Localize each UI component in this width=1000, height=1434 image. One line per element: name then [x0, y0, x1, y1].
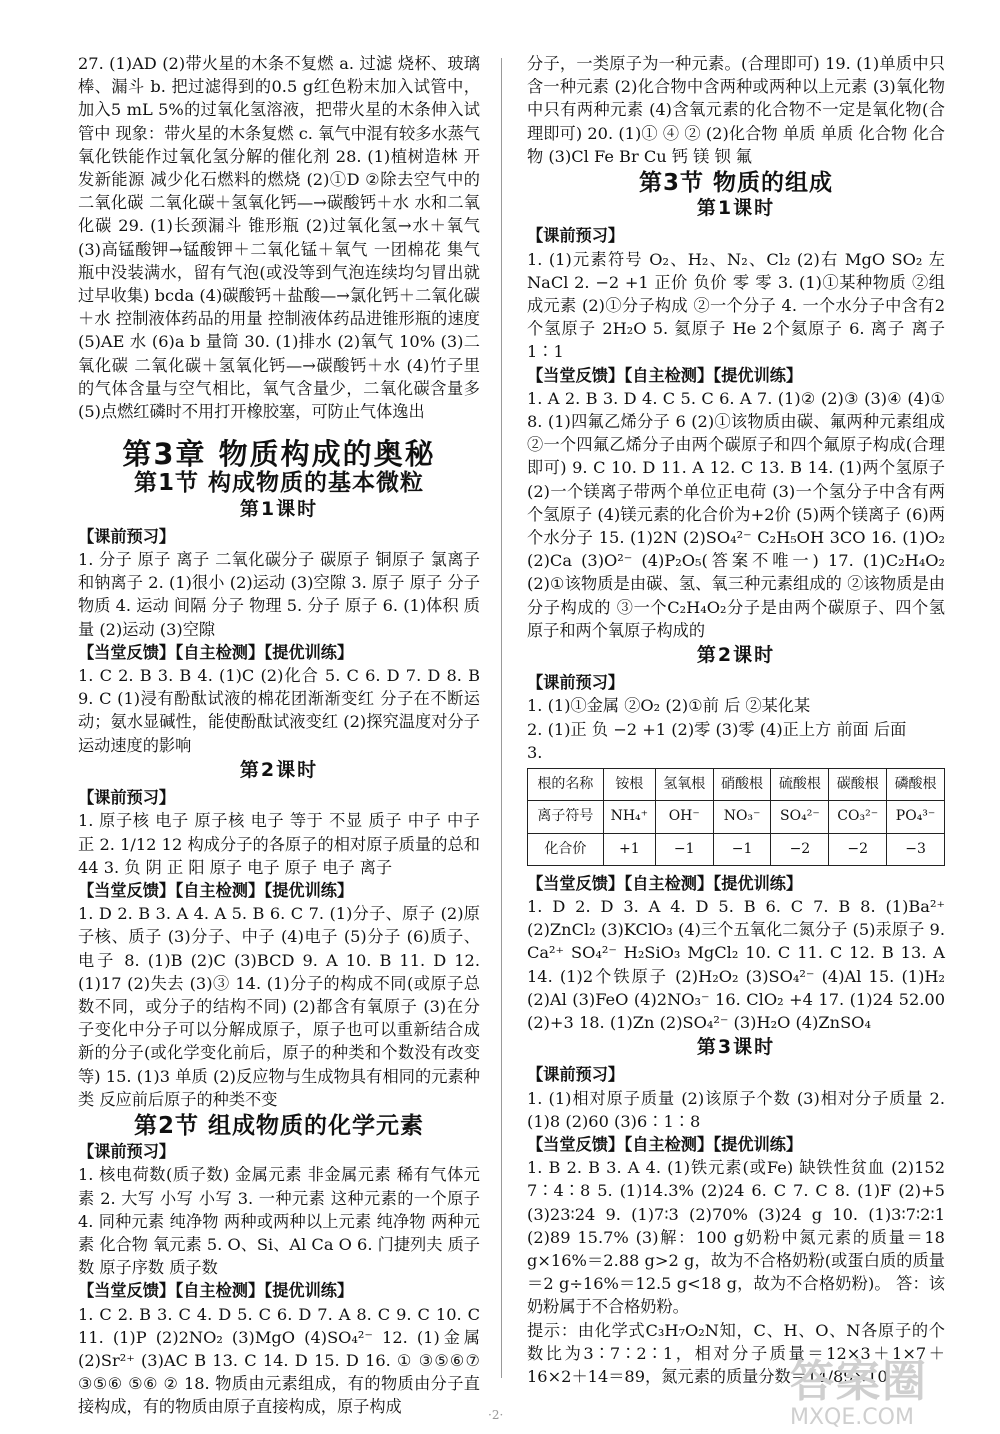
table-cell: 磷酸根 — [887, 769, 945, 801]
table-cell: 铵根 — [603, 769, 655, 801]
page-number: ·2· — [488, 1408, 504, 1422]
table-cell: 硝酸根 — [713, 769, 771, 801]
s3l2-feedback-answers: 1. D 2. D 3. A 4. D 5. B 6. C 7. B 8. (1)Ba²⁺ (2)ZnCl₂ (3)KClO₃ (4)三个五氧化二氮分子 (5)汞原子 9. Ca²⁺ SO₄²⁻ H₂SiO₃ MgCl₂ 10. C 11. C 12. B 13. A 14. (1)2个铁原子 (2)H₂O₂ (3)SO₄²⁻ (4)Al 15. (1)H₂ (2)Al (3)FeO (4)2NO₃⁻ 16. ClO₂ +4 17. (1)24 52.00 (2)+3 18. (1)Zn (2)SO₄²⁻ (3)H₂O (4)ZnSO₄ — [527, 896, 945, 1032]
answers-18-20-cont: 分子，一类原子为一种元素。(合理即可) 19. (1)单质中只含一种元素 (2)化合物中含两种或两种以上元素 (3)氧化物中只有两种元素 (4)含氧元素的化合物不一定是氧化物(合理即可) 20. (1)① ④ ② (2)化合物 单质 单质 化合物 化合物 (3)Cl Fe Br Cu 钙 镁 钡 氟 — [527, 54, 945, 166]
chapter-title: 第3章 物质构成的奥秘 — [122, 437, 436, 472]
left-column — [78, 52, 480, 1419]
watermark-main-text: 答案圈 — [790, 1356, 928, 1407]
s1l2-preview-label: 【课前预习】 — [78, 788, 176, 808]
table-cell: −1 — [655, 833, 713, 865]
table-cell: −3 — [887, 833, 945, 865]
s3-lesson-3-title: 第3课时 — [696, 1036, 776, 1059]
s2-preview-answers: 1. 核电荷数(质子数) 金属元素 非金属元素 稀有气体元素 2. 大写 小写 小写 3. 一种元素 这种元素的一个原子 4. 同种元素 纯净物 两种或两种以上元素 纯净物 两种元素 化合物 氧元素 5. O、Si、Al Ca O 6. 门捷列夫 质子数 原子序数 质子数 — [78, 1165, 480, 1278]
s1-lesson-2-title: 第2课时 — [239, 758, 319, 781]
table-cell: 化合价 — [528, 833, 604, 865]
s1l1-preview-label: 【课前预习】 — [78, 526, 176, 546]
table-row-valences — [528, 833, 945, 865]
s3l2-preview-label: 【课前预习】 — [527, 673, 625, 693]
watermark-url-text: MXQE.COM — [790, 1405, 914, 1430]
table-cell: PO₄³⁻ — [887, 801, 945, 833]
table-cell: 硫酸根 — [771, 769, 829, 801]
s2-feedback-answers: 1. C 2. B 3. C 4. D 5. C 6. D 7. A 8. C 9. C 10. C 11. (1)P (2)2NO₂ (3)MgO (4)SO₄²⁻ 12. (1)金属 (2)Sr²⁺ (3)AC B 13. C 14. D 15. D 16. ① ③⑤⑥⑦ ③⑤⑥ ⑤⑥ ② 18. 物质由元素组成，有的物质由分子直接构成，有的物质由原子直接构成，原子构成 — [78, 1304, 480, 1417]
s3-lesson-1-title: 第1课时 — [696, 197, 776, 220]
section-2-title: 第2节 组成物质的化学元素 — [133, 1112, 424, 1139]
table-cell: SO₄²⁻ — [771, 801, 829, 833]
s3l2-feedback-label: 【当堂反馈】【自主检测】【提优训练】 — [527, 873, 803, 893]
table-cell: 根的名称 — [528, 769, 604, 801]
column-divider — [501, 58, 502, 1378]
s1l1-feedback-answers: 1. C 2. B 3. B 4. (1)C (2)化合 5. C 6. D 7. D 8. B 9. C (1)浸有酚酞试液的棉花团渐渐变红 分子在不断运动；氨水显碱性，能使酚酞试液变红 (2)探究温度对分子运动速度的影响 — [78, 666, 480, 755]
radical-table — [527, 768, 945, 866]
table-cell: −2 — [829, 833, 887, 865]
s1l1-preview-answers: 1. 分子 原子 离子 二氧化碳分子 碳原子 铜原子 氯离子和钠离子 2. (1)很小 (2)运动 (3)空隙 3. 原子 原子 分子 物质 4. 运动 间隔 分子 物理 5. 分子 原子 6. (1)体积 质量 (2)运动 (3)空隙 — [78, 550, 480, 639]
section-3-title: 第3节 物质的组成 — [638, 170, 833, 197]
s3-lesson-2-title: 第2课时 — [696, 644, 776, 667]
s3l3-preview-label: 【课前预习】 — [527, 1065, 625, 1085]
s3l3-feedback-answers: 1. B 2. B 3. A 4. (1)铁元素(或Fe) 缺铁性贫血 (2)152 7∶4∶8 5. (1)14.3% (2)24 6. C 7. C 8. (1)F (2)+5 (3)23∶24 9. (1)7∶3 (2)70% (3)24 g 10. (1)3∶7∶2∶1 (2)89 15.7% (3)解：100 g奶粉中氮元素的质量＝18 g×16%＝2.88 g>2 g，故为不合格奶粉(或蛋白质的质量＝2 g÷16%＝12.5 g<18 g，故为不合格奶粉)。 答：该奶粉属于不合格奶粉。 — [527, 1158, 945, 1317]
s3l1-preview-answers: 1. (1)元素符号 O₂、H₂、N₂、Cl₂ (2)右 MgO SO₂ 左 NaCl 2. −2 +1 正价 负价 零 零 3. (1)①某种物质 ②组成元素 (2)①分子构成 ②一个分子 4. 一个水分子中含有2个氢原子 2H₂O 5. 氦原子 He 2个氦原子 6. 离子 离子 1∶1 — [527, 249, 945, 362]
table-cell: +1 — [603, 833, 655, 865]
table-cell: −1 — [713, 833, 771, 865]
s1l2-feedback-answers: 1. D 2. B 3. A 4. A 5. B 6. C 7. (1)分子、原子 (2)原子核、质子 (3)分子、中子 (4)电子 (5)分子 (6)质子、电子 8. (1)B (2)C (3)BCD 9. A 10. B 11. D 12. (1)17 (2)失去 (3)③ 14. (1)分子的构成不同(或原子总数不同，或分子的结构不同) (2)都含有氧原子 (3)在分子变化中分子可以分解成原子，原子也可以重新结合成新的分子(或化学变化前后，原子的种类和个数没有改变等) 15. (1)3 单质 (2)反应物与生成物具有相同的元素种类 反应前后原子的种类不变 — [78, 904, 480, 1109]
s3l1-feedback-label: 【当堂反馈】【自主检测】【提优训练】 — [527, 365, 803, 385]
table-cell: NO₃⁻ — [713, 801, 771, 833]
table-cell: 氢氧根 — [655, 769, 713, 801]
table-question-number: 3. — [527, 742, 543, 762]
s1-lesson-1-title: 第1课时 — [239, 497, 319, 520]
s1l2-feedback-label: 【当堂反馈】【自主检测】【提优训练】 — [78, 880, 354, 900]
s3l1-preview-label: 【课前预习】 — [527, 226, 625, 246]
s3l1-feedback-answers: 1. A 2. B 3. D 4. C 5. C 6. A 7. (1)② (2)③ (3)④ (4)① 8. (1)四氟乙烯分子 6 (2)①该物质由碳、氟两种元素组成 ②一个四氟乙烯分子由两个碳原子和四个氟原子构成(合理即可) 9. C 10. D 11. A 12. C 13. B 14. (1)两个氢原子 (2)一个镁离子带两个单位正电荷 (3)一个氢分子中含有两个氢原子 (4)镁元素的化合价为+2价 (5)两个镁离子 (6)两个水分子 15. (1)2N (2)SO₄²⁻ C₂H₅OH 3CO 16. (1)O₂ (2)Ca (3)O²⁻ (4)P₂O₅(答案不唯一) 17. (1)C₂H₄O₂ (2)①该物质是由碳、氢、氧三种元素组成的 ②该物质是由分子构成的 ③一个C₂H₄O₂分子是由两个碳原子、四个氢原子和两个氧原子构成的 — [527, 388, 945, 640]
table-cell: NH₄⁺ — [603, 801, 655, 833]
s3l2-preview-line-2: 2. (1)正 负 −2 +1 (2)零 (3)零 (4)正上方 前面 后面 — [527, 719, 907, 739]
s1l2-preview-answers: 1. 原子核 电子 原子核 电子 等于 不显 质子 中子 中子 正 2. 1/12 12 构成分子的各原子的相对原子质量的总和 44 3. 负 阴 正 阳 原子 电子 原子 电子 离子 — [78, 811, 480, 877]
table-row-symbols — [528, 801, 945, 833]
watermark-logo — [790, 1345, 980, 1430]
s3l3-preview-answers: 1. (1)相对原子质量 (2)该原子个数 (3)相对分子质量 2. (1)8 (2)60 (3)6∶1∶8 — [527, 1088, 945, 1131]
table-cell: 碳酸根 — [829, 769, 887, 801]
section-1-title: 第1节 构成物质的基本微粒 — [133, 470, 424, 497]
s3l2-preview-line-1: 1. (1)①金属 ②O₂ (2)①前 后 ②某化某 — [527, 696, 811, 716]
table-cell: 离子符号 — [528, 801, 604, 833]
s3l3-hint: 提示：由化学式C₃H₇O₂N知，C、H、O、N各原子的个数比为3∶7∶2∶1，相对分子质量＝12×3＋1×7＋16×2＋14＝89，氮元素的质量分数＝14/89×10 — [527, 1320, 945, 1386]
table-cell: OH⁻ — [655, 801, 713, 833]
right-column — [527, 52, 945, 1388]
table-row-names — [528, 769, 945, 801]
table-cell: CO₃²⁻ — [829, 801, 887, 833]
s2-preview-label: 【课前预习】 — [78, 1142, 176, 1162]
answers-27-30: 27. (1)AD (2)带火星的木条不复燃 a. 过滤 烧杯、玻璃棒、漏斗 b. 把过滤得到的0.5 g红色粉末加入试管中，加入5 mL 5%的过氧化氢溶液，把带火星的木条伸入试管中 现象：带火星的木条复燃 c. 氧气中混有较多水蒸气 氧化铁能作过氧化氢分解的催化剂 28. (1)植树造林 开发新能源 减少化石燃料的燃烧 (2)①D ②除去空气中的二氧化碳 二氧化碳＋氢氧化钙—→碳酸钙＋水 水和二氧化碳 29. (1)长颈漏斗 锥形瓶 (2)过氧化氢→水＋氧气 (3)高锰酸钾→锰酸钾＋二氧化锰＋氧气 一团棉花 集气瓶中没装满水，留有气泡(或没等到气泡连续均匀冒出就过早收集) bcda (4)碳酸钙＋盐酸—→氯化钙＋二氧化碳＋水 控制液体药品的用量 控制液体药品进锥形瓶的速度 (5)AE 水 (6)a b 量筒 30. (1)排水 (2)氧气 10% (3)二氧化碳 二氧化碳＋氢氧化钙—→碳酸钙＋水 (4)竹子里的气体含量与空气相比，氧气含量少，二氧化碳含量多 (5)点燃红磷时不用打开橡胶塞，可防止气体逸出 — [78, 54, 480, 422]
table-cell: −2 — [771, 833, 829, 865]
s1l1-feedback-label: 【当堂反馈】【自主检测】【提优训练】 — [78, 642, 354, 662]
s3l3-feedback-label: 【当堂反馈】【自主检测】【提优训练】 — [527, 1134, 803, 1154]
s2-feedback-label: 【当堂反馈】【自主检测】【提优训练】 — [78, 1281, 354, 1301]
